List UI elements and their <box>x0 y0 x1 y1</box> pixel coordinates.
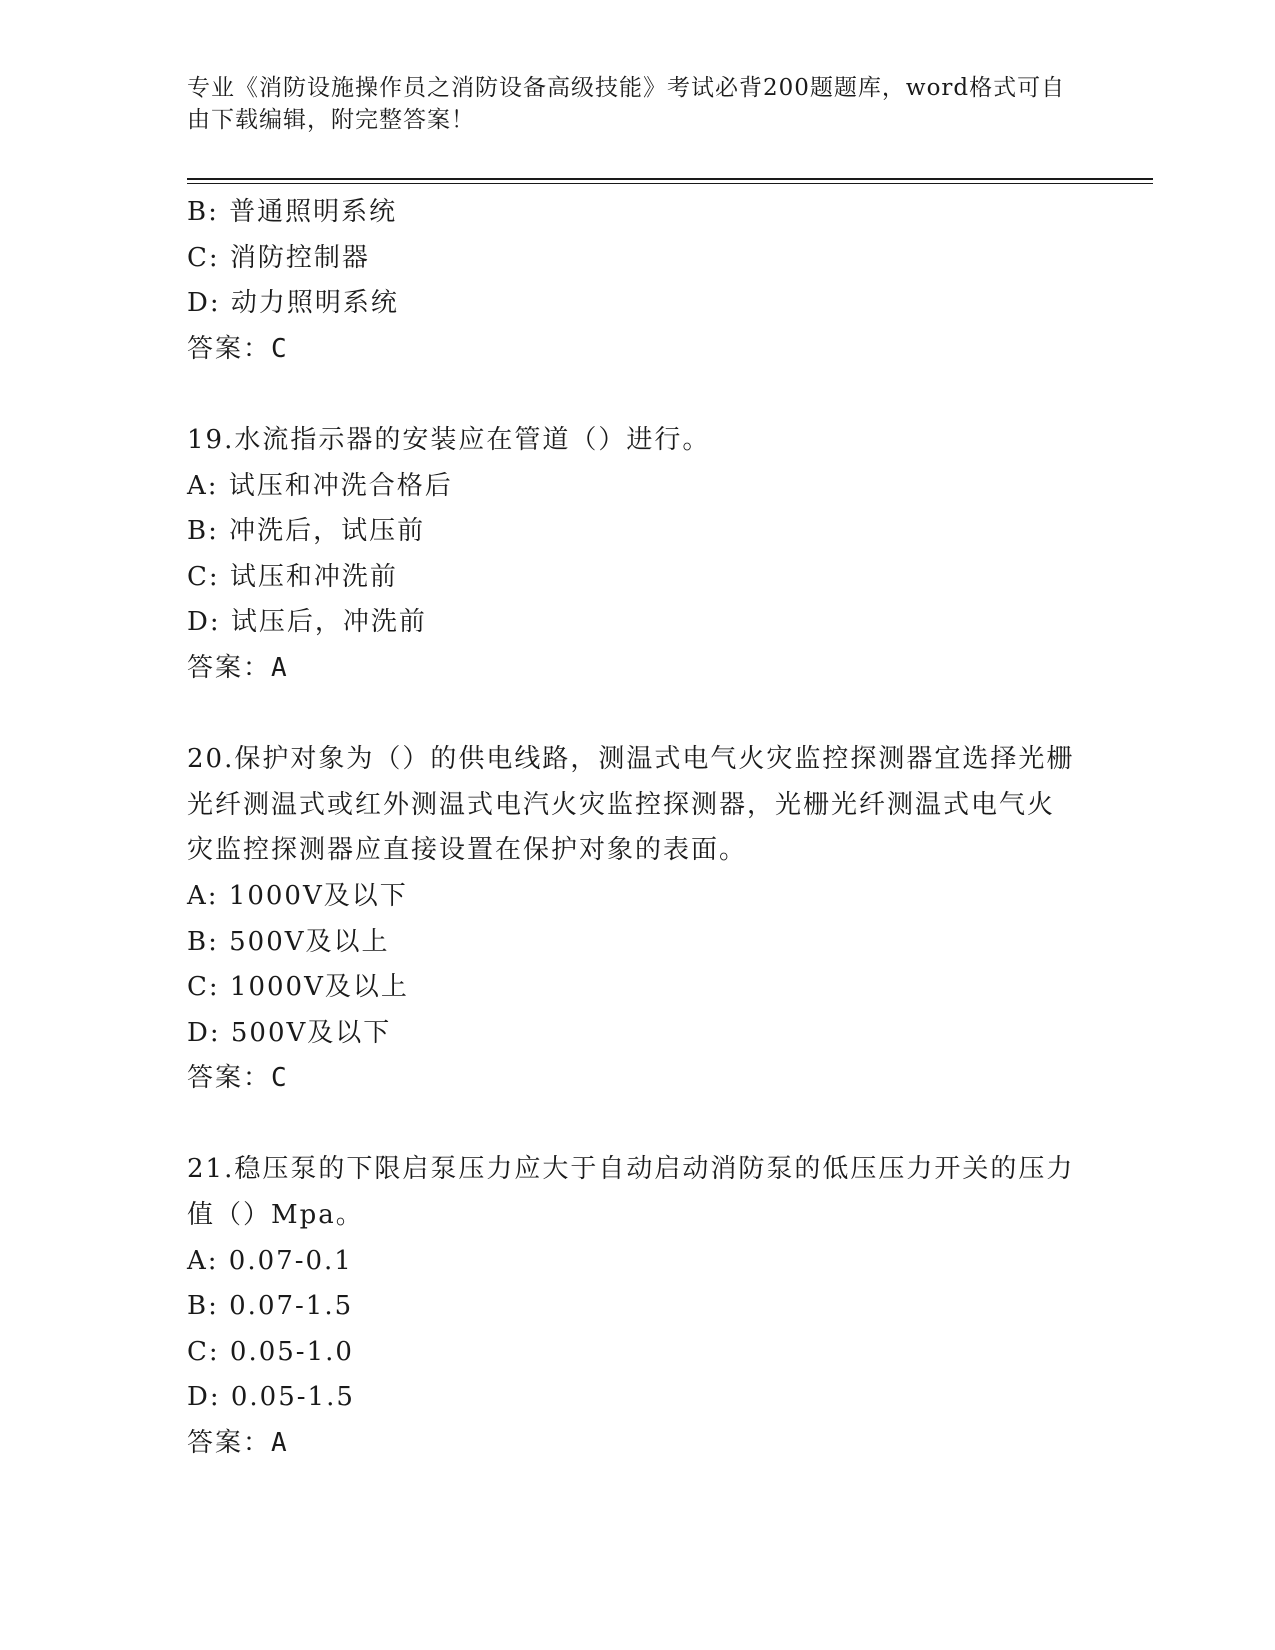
question-content <box>187 190 1077 1467</box>
answer-line: 答案：C <box>187 333 289 364</box>
option-d: D: 500V及以下 <box>187 1017 392 1048</box>
question-stem: 21.稳压泵的下限启泵压力应大于自动启动消防泵的低压压力开关的压力值（）Mpa。 <box>187 1154 1075 1231</box>
option-c: C: 0.05-1.0 <box>187 1336 354 1367</box>
header-rule-thin <box>187 183 1153 184</box>
option-b: B: 500V及以上 <box>187 926 390 957</box>
spacer <box>187 372 1077 418</box>
page-header: 专业《消防设施操作员之消防设备高级技能》考试必背200题题库，word格式可自由下载编辑，附完整答案！ <box>187 75 1066 133</box>
option-d: D: 试压后，冲洗前 <box>187 607 427 638</box>
option-c: C: 消防控制器 <box>187 242 370 273</box>
option-d: D: 0.05-1.5 <box>187 1382 355 1413</box>
question-21 <box>187 1147 1077 1466</box>
header-rule-thick <box>187 178 1153 180</box>
answer-line: 答案：A <box>187 1428 289 1459</box>
answer-line: 答案：C <box>187 1063 289 1094</box>
option-d: D: 动力照明系统 <box>187 288 399 319</box>
option-b: B: 普通照明系统 <box>187 197 398 227</box>
option-a: A: 试压和冲洗合格后 <box>187 470 453 501</box>
option-b: B: 冲洗后，试压前 <box>187 516 426 547</box>
option-c: C: 1000V及以上 <box>187 972 409 1003</box>
question-19 <box>187 418 1077 692</box>
spacer <box>187 692 1077 738</box>
option-a: A: 1000V及以下 <box>187 880 408 911</box>
carryover-block <box>187 190 1077 372</box>
question-stem: 20.保护对象为（）的供电线路，测温式电气火灾监控探测器宜选择光栅光纤测温式或红外测温式电汽火灾监控探测器，光栅光纤测温式电气火灾监控探测器应直接设置在保护对象的表面。 <box>187 744 1075 866</box>
question-20 <box>187 737 1077 1102</box>
answer-line: 答案：A <box>187 652 289 683</box>
option-c: C: 试压和冲洗前 <box>187 561 398 592</box>
option-a: A: 0.07-0.1 <box>187 1245 353 1276</box>
question-stem: 19.水流指示器的安装应在管道（）进行。 <box>187 424 711 455</box>
option-b: B: 0.07-1.5 <box>187 1291 354 1322</box>
spacer <box>187 1102 1077 1148</box>
